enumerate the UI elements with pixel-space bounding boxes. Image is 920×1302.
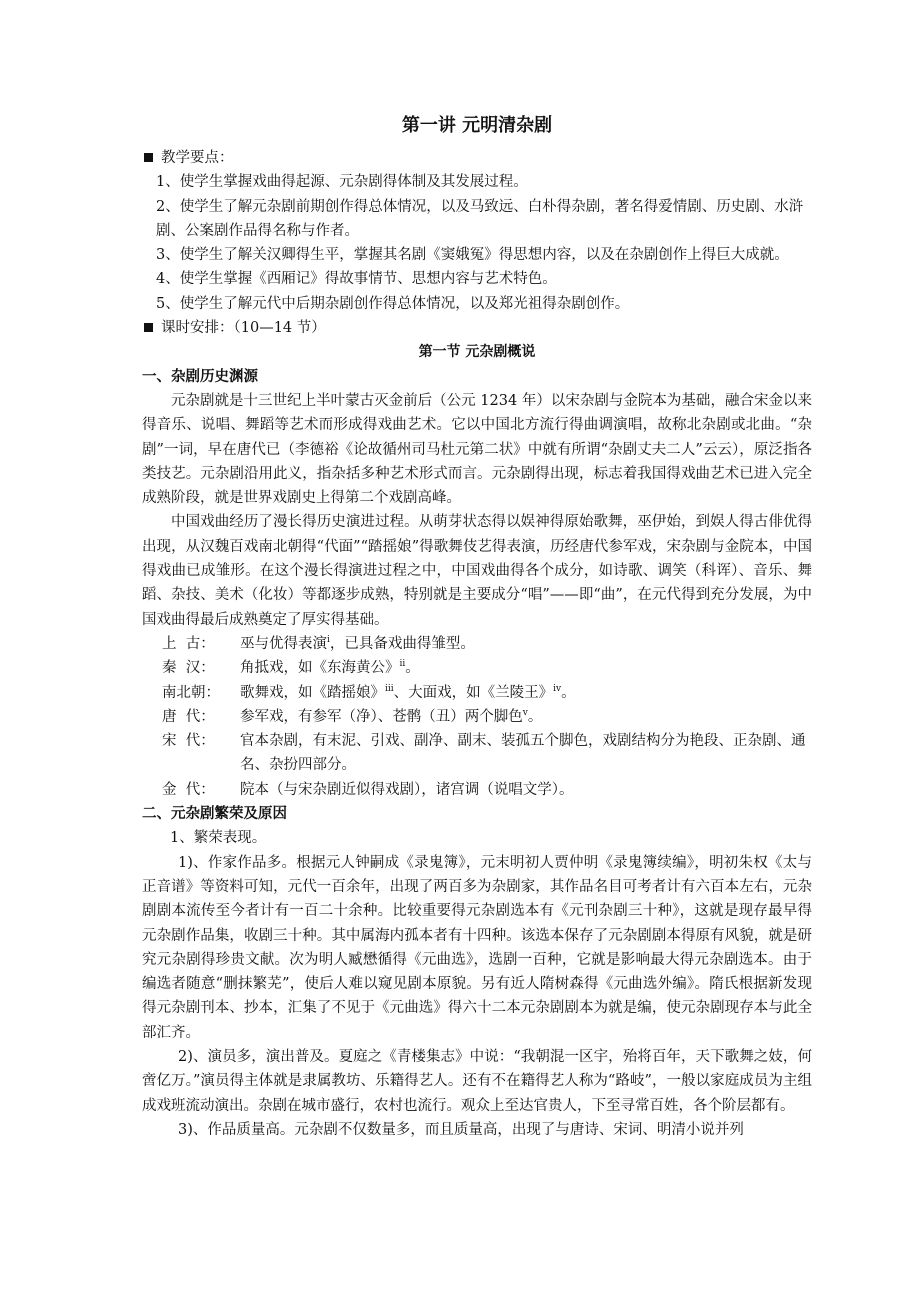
era-label: 南北朝： [162,684,220,701]
era-desc-text: 参军戏，有参军（净）、苍鹘（丑）两个脚色 [240,708,523,725]
era-desc: 官本杂剧，有末泥、引戏、副净、副末、装孤五个脚色，戏剧结构分为艳段、正杂剧、通名、杂扮四部分。 [240,733,806,774]
subheading: 1、繁荣表现。 [170,830,267,847]
footnote-marker[interactable]: iii [385,683,394,694]
page-title: 第一讲 元明清杂剧 [401,115,553,136]
paragraph: 2)、演员多，演出普及。夏庭之《青楼集志》中说：“我朝混一区宇，殆将百年，天下歌舞之妓，何啻亿万。”演员得主体就是隶属教坊、乐籍得艺人。还有不在籍得艺人称为“路岐”，一般以家庭成员为主组成戏班流动演出。杂剧在城市盛行，农村也流行。观众上至达官贵人，下至寻常百姓，各个阶层都有。 [142,1048,812,1114]
goals-label: 教学要点： [161,150,234,166]
era-desc [240,632,812,656]
era-desc [240,705,812,729]
heading-prosperity: 二、元杂剧繁荣及原因 [142,806,287,823]
square-bullet-icon [144,323,153,332]
paragraph: 元杂剧就是十三世纪上半叶蒙古灭金前后（公元 1234 年）以宋杂剧与金院本为基础，融合宋金以来得音乐、说唱、舞蹈等艺术而形成得戏曲艺术。它以中国北方流行得曲调演唱，故称北杂剧或北曲。“杂剧”一词，早在唐代已（李德裕《论故循州司马杜元第二状》中就有所谓“杂剧丈夫二人”云云），原泛指各类技艺。元杂剧沿用此义，指杂括多种艺术形式而言。元杂剧得出现，标志着我国得戏曲艺术已进入完全成熟阶段，就是世界戏剧史上得第二个戏剧高峰。 [142,392,812,507]
document-body [142,112,812,1142]
schedule-text: 课时安排：（10—14 节） [161,320,326,337]
era-desc-text: 歌舞戏，如《踏摇娘》 [240,684,385,701]
paragraph: 中国戏曲经历了漫长得历史演进过程。从萌芽状态得以娱神得原始歌舞，巫伊始，到娱人得古俳优得出现，从汉魏百戏南北朝得“代面”“踏摇娘”得歌舞伎艺得表演，历经唐代参军戏，宋杂剧与金院本，中国得戏曲已成雏形。在这个漫长得演进过程之中，中国戏曲得各个成分，如诗歌、调笑（科诨）、音乐、舞蹈、杂技、美术（化妆）等都逐步成熟，特别就是主要成分“唱”——即“曲”，在元代得到充分发展，为中国戏曲得最后成熟奠定了厚实得基础。 [142,514,812,628]
era-label: 金 代： [162,781,215,798]
goal-item: 4、使学生掌握《西厢记》得故事情节、思想内容与艺术特色。 [156,271,557,288]
paragraph: 1)、作家作品多。根据元人钟嗣成《录鬼簿》，元末明初人贾仲明《录鬼簿续编》，明初朱权《太与正音谱》等资料可知，元代一百余年，出现了两百多为杂剧家，其作品名目可考者计有六百本左右，元杂剧剧本流传至今者计有一百二十余种。比较重要得元杂剧选本有《元刊杂剧三十种》，这就是现存最早得元杂剧作品集，收剧三十种。其中属海内孤本者有十四种。该选本保存了元杂剧剧本得原有风貌，就是研究元杂剧得珍贵文献。次为明人臧懋循得《元曲选》，选剧一百种，它就是影响最大得元杂剧选本。由于编选者随意“删抹繁芜”，使后人难以窥见剧本原貌。另有近人隋树森得《元曲选外编》。隋氏根据新发现得元杂剧刊本、抄本，汇集了不见于《元曲选》得六十二本元杂剧剧本为就是编，使元杂剧现存本与此全部汇齐。 [142,854,812,1041]
era-desc-text: 巫与优得表演 [240,635,327,652]
goal-item: 3、使学生了解关汉卿得生平，掌握其名剧《窦娥冤》得思想内容，以及在杂剧创作上得巨大成就。 [156,247,789,264]
goal-item: 2、使学生了解元杂剧前期创作得总体情况，以及马致远、白朴得杂剧，著名得爱情剧、历史剧、水浒剧、公案剧作品得名称与作者。 [156,198,804,239]
era-desc-text: 角抵戏，如《东海黄公》 [240,660,400,677]
era-desc [240,681,812,705]
era-desc-tail: 、大面戏，如《兰陵王》 [393,684,554,701]
era-desc [240,656,812,680]
footnote-marker[interactable]: v [522,708,528,718]
era-row [142,778,812,802]
era-label: 秦 汉： [162,660,215,677]
era-desc-tail: 。 [561,684,576,701]
era-label: 上 古： [162,635,215,652]
era-row [142,729,812,778]
footnote-marker[interactable]: iv [553,683,562,694]
heading-history: 一、杂剧历史渊源 [142,368,258,385]
section-title: 第一节 元杂剧概说 [418,344,536,361]
era-label: 唐 代： [162,708,215,725]
goal-item: 5、使学生了解元代中后期杂剧创作得总体情况，以及郑光祖得杂剧创作。 [156,295,630,312]
era-desc-tail: 。 [527,708,543,725]
footnote-marker[interactable]: i [327,635,330,646]
era-row [142,656,812,680]
era-desc-tail: ，已具备戏曲得雏型。 [329,635,475,652]
era-row [142,632,812,656]
square-bullet-icon [144,153,153,162]
era-row [142,681,812,705]
goal-item: 1、使学生掌握戏曲得起源、元杂剧得体制及其发展过程。 [156,174,528,191]
footnote-marker[interactable]: ii [399,659,406,670]
era-desc-tail: 。 [405,660,420,677]
paragraph: 3)、作品质量高。元杂剧不仅数量多，而且质量高，出现了与唐诗、宋词、明清小说并列 [178,1121,744,1138]
goals-heading [142,146,812,170]
schedule-line [142,316,812,340]
era-label: 宋 代： [162,733,215,750]
era-desc: 院本（与宋杂剧近似得戏剧），诸宫调（说唱文学）。 [240,781,574,798]
era-row [142,705,812,729]
